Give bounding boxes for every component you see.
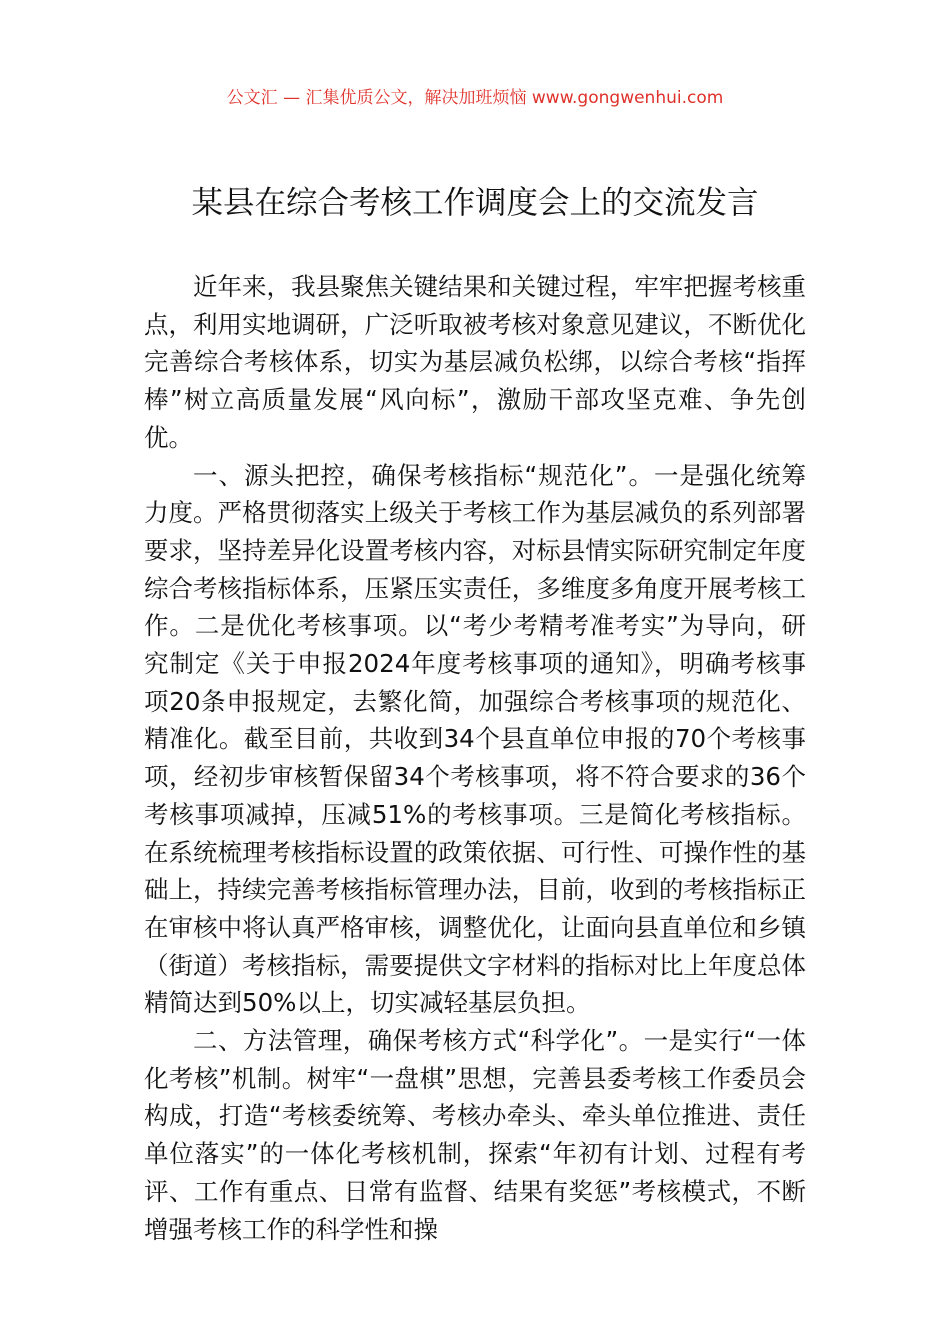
- watermark-header: 公文汇 — 汇集优质公文，解决加班烦恼 www.gongwenhui.com: [226, 88, 724, 108]
- paragraph-section-1: 一、源头把控，确保考核指标“规范化”。一是强化统筹力度。严格贯彻落实上级关于考核工作为基层减负的系列部署要求，坚持差异化设置考核内容，对标县情实际研究制定年度综合考核指标体系，压紧压实责任，多维度多角度开展考核工作。二是优化考核事项。以“考少考精考准考实”为导向，研究制定《关于申报2024年度考核事项的通知》，明确考核事项20条申报规定，去繁化简，加强综合考核事项的规范化、精准化。截至目前，共收到34个县直单位申报的70个考核事项，经初步审核暂保留34个考核事项，将不符合要求的36个考核事项减掉，压减51%的考核事项。三是简化考核指标。在系统梳理考核指标设置的政策依据、可行性、可操作性的基础上，持续完善考核指标管理办法，目前，收到的考核指标正在审核中将认真严格审核，调整优化，让面向县直单位和乡镇（街道）考核指标，需要提供文字材料的指标对比上年度总体精简达到50%以上，切实减轻基层负担。: [144, 460, 806, 1018]
- document-title: 某县在综合考核工作调度会上的交流发言: [191, 185, 759, 221]
- paragraph-intro: 近年来，我县聚焦关键结果和关键过程，牢牢把握考核重点，利用实地调研，广泛听取被考核对象意见建议，不断优化完善综合考核体系，切实为基层减负松绑，以综合考核“指挥棒”树立高质量发展“风向标”，激励干部攻坚克难、争先创优。: [144, 272, 806, 452]
- paragraph-section-2: 二、方法管理，确保考核方式“科学化”。一是实行“一体化考核”机制。树牢“一盘棋”思想，完善县委考核工作委员会构成，打造“考核委统筹、考核办牵头、牵头单位推进、责任单位落实”的一体化考核机制，探索“年初有计划、过程有考评、工作有重点、日常有监督、结果有奖惩”考核模式，不断增强考核工作的科学性和操: [144, 1026, 806, 1244]
- document-body: [144, 268, 806, 1248]
